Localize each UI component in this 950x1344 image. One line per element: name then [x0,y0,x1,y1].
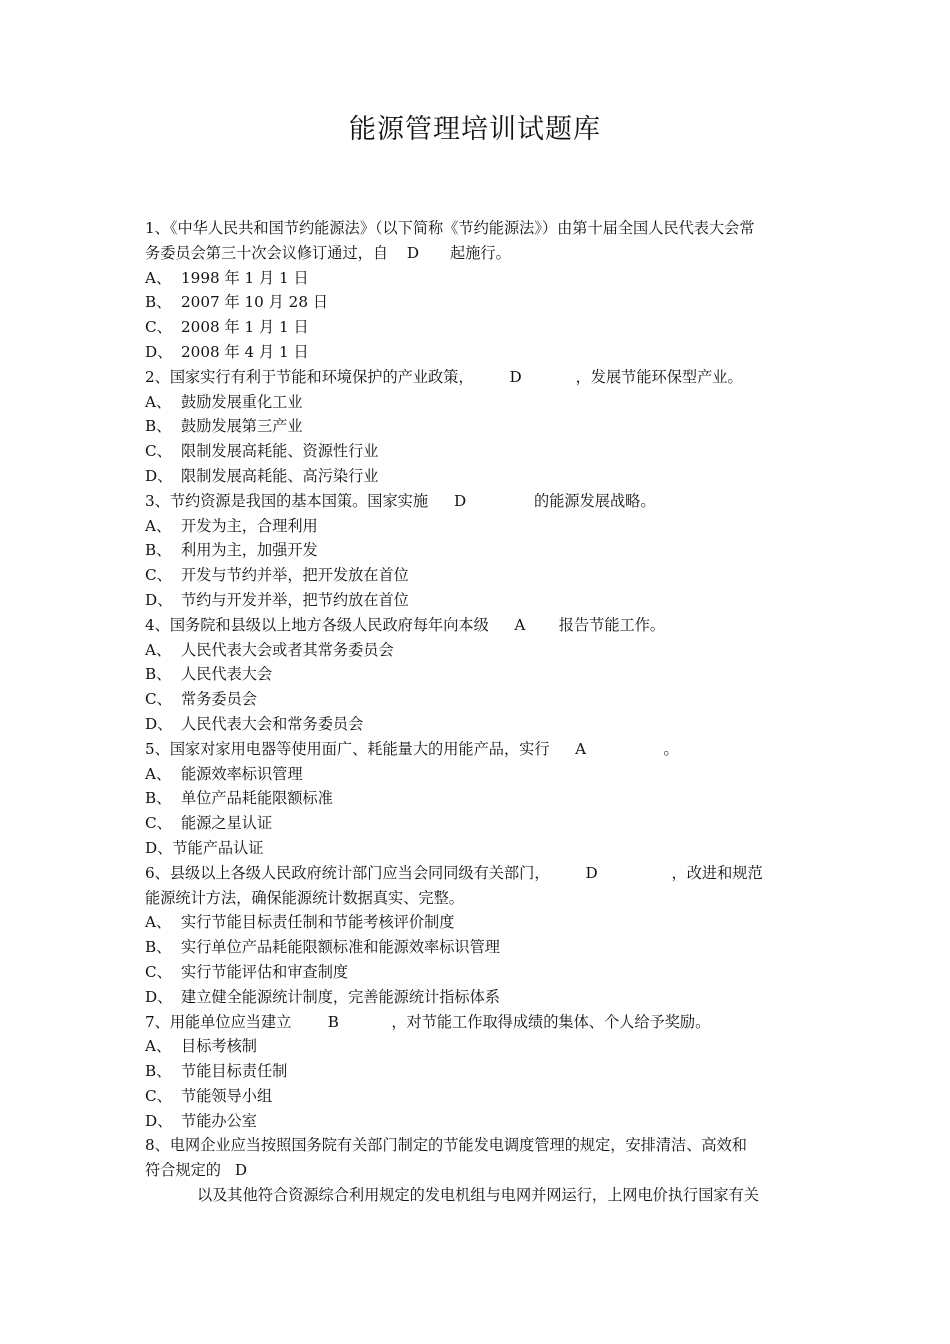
question-4-answer: A [514,615,526,634]
option-row: D、节能产品认证 [145,838,264,857]
question-8-line-3: 以及其他符合资源综合利用规定的发电机组与电网并网运行，上网电价执行国家有关 [197,1186,759,1205]
option-row: A、 1998 年 1 月 1 日 [145,268,309,287]
option-row: B、 2007 年 10 月 28 日 [145,293,329,312]
option-row: C、 常务委员会 [145,690,257,709]
option-row: A、 鼓励发展重化工业 [145,392,303,411]
question-8-line-1: 8、电网企业应当按照国务院有关部门制定的节能发电调度管理的规定，安排清洁、高效和 [145,1136,747,1155]
question-1-line-1: 1、《中华人民共和国节约能源法》（以下简称《节约能源法》）由第十届全国人民代表大会常 [145,219,755,237]
option-row: B、 利用为主，加强开发 [145,541,318,560]
question-4: 4、国务院和县级以上地方各级人民政府每年向本级 A 报告节能工作。 [145,613,810,638]
option-row: B、 节能目标责任制 [145,1062,288,1081]
option-row: A、 能源效率标识管理 [145,764,303,783]
question-6-line-2: 能源统计方法，确保能源统计数据真实、完整。 [145,888,464,907]
option-row: D、 节能办公室 [145,1111,257,1130]
option-row: A、 实行节能目标责任制和节能考核评价制度 [145,913,455,932]
question-7-answer: B [327,1012,339,1031]
option-row: C、 开发与节约并举，把开发放在首位 [145,566,409,585]
option-row: D、 建立健全能源统计制度，完善能源统计指标体系 [145,987,500,1006]
option-row: A、 人民代表大会或者其常务委员会 [145,640,394,659]
option-row: B、 实行单位产品耗能限额标准和能源效率标识管理 [145,938,500,957]
page-title: 能源管理培训试题库 [349,114,601,145]
option-row: B、 单位产品耗能限额标准 [145,789,333,808]
question-6-answer: D [585,863,598,882]
question-1-text-post: 起施行。 [450,243,511,262]
option-row: B、 鼓励发展第三产业 [145,417,303,436]
question-6-line-1: 6、县级以上各级人民政府统计部门应当会同同级有关部门， D ，改进和规范 [145,861,810,886]
question-7: 7、用能单位应当建立 B ，对节能工作取得成绩的集体、个人给予奖励。 [145,1010,810,1035]
option-row: B、 人民代表大会 [145,665,273,684]
question-3: 3、节约资源是我国的基本国策。国家实施 D 的能源发展战略。 [145,489,810,514]
question-8-answer: D [234,1161,248,1180]
option-row: A、 开发为主，合理利用 [145,516,318,535]
option-row: D、 2008 年 4 月 1 日 [145,342,309,361]
option-row: D、 限制发展高耗能、高污染行业 [145,466,379,485]
option-row: D、 节约与开发并举，把节约放在首位 [145,590,409,609]
question-8-line-2: 符合规定的 D [145,1158,810,1183]
question-1-line-2 [145,241,810,266]
option-row: C、 2008 年 1 月 1 日 [145,318,309,337]
question-3-answer: D [453,491,467,510]
option-row: C、 节能领导小组 [145,1086,273,1105]
question-2-answer: D [509,367,522,386]
question-1-answer: D [406,243,420,262]
question-5-answer: A [575,739,587,758]
option-row: C、 能源之星认证 [145,814,273,833]
question-list [145,216,810,1208]
option-row: C、 限制发展高耗能、资源性行业 [145,442,379,461]
option-row: A、 目标考核制 [145,1037,257,1056]
question-2: 2、国家实行有利于节能和环境保护的产业政策， D ，发展节能环保型产业。 [145,365,810,390]
question-5: 5、国家对家用电器等使用面广、耗能量大的用能产品，实行 A 。 [145,737,810,762]
option-row: D、 人民代表大会和常务委员会 [145,714,364,733]
option-row: C、 实行节能评估和审查制度 [145,962,349,981]
question-1-text-pre: 务委员会第三十次会议修订通过，自 [145,243,388,262]
